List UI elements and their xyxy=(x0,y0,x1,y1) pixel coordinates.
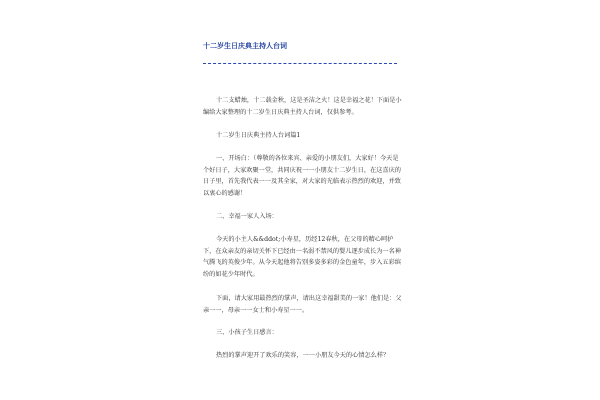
applause-paragraph: 下面，请大家用最热烈的掌声，请出这幸福甜美的一家！他们是：父亲一一，母亲一一女士和小寿星一一。 xyxy=(203,295,402,314)
title-divider xyxy=(203,63,397,64)
opening-paragraph: 一、开场白：（尊敬的各位来宾、亲爱的小朋友们，大家好！今天是个好日子，大家欢聚一堂，共同庆祝一一小朋友十二岁生日，在这喜庆的日子里，首先我代表一一及其全家，对大家的光临表示热烈的欢迎，并致以衷心的感谢！ xyxy=(203,155,401,197)
intro-paragraph: 十二支蜡烛，十二载金秋，这是圣洁之火！这是幸福之花！下面是小编给大家整理的十二岁生日庆典主持人台词，仅供参考。 xyxy=(203,97,402,116)
speech-heading: 三、小孩子生日感言： xyxy=(216,329,278,336)
section-title: 十二岁生日庆典主持人台词篇1 xyxy=(216,132,301,139)
family-entrance-heading: 二、幸福一家人入场： xyxy=(216,213,278,220)
birthday-child-paragraph: 今天的小主人&&ddot;小寿星，历经12春秋，在父母的精心呵护下，在众亲友的亲切关怀下已经由一名弱不禁风的婴儿逐步成长为一名神气腾飞的英俊少年。从今天起他将告别多姿多彩的金色童年，步入五彩缤纷的如花少年时代。 xyxy=(203,236,401,278)
document-title: 十二岁生日庆典主持人台词 xyxy=(203,42,287,50)
closing-paragraph: 热烈的掌声迎开了欢乐的笑容，一一小朋友今天的心情怎么样？ xyxy=(216,352,390,359)
